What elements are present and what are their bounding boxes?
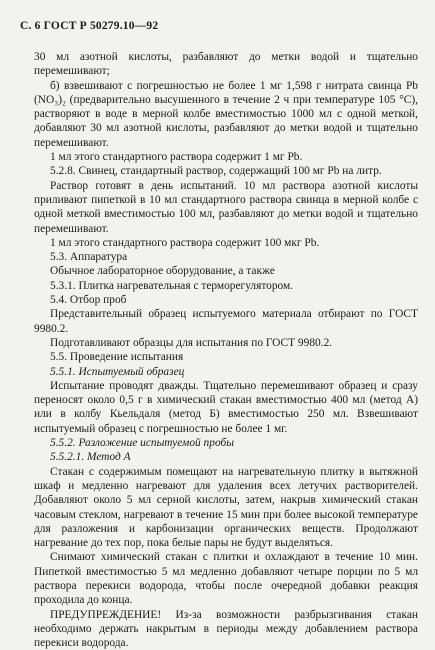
paragraph: Обычное лабораторное оборудование, а также [50, 265, 275, 278]
subsection-heading: 5.5.2. Разложение испытуемой пробы [50, 437, 234, 450]
warning-paragraph: ПРЕДУПРЕЖДЕНИЕ! Из-за возможности разбрызгивания стакан необходимо держать накрытым в периоды между добавлением раствора перекиси водорода. [34, 608, 418, 650]
subsection-heading: 5.5.1. Испытуемый образец [50, 365, 185, 378]
paragraph: Представительный образец испытуемого материала отбирают по ГОСТ 9980.2. [34, 308, 418, 335]
paragraph: Стакан с содержимым помещают на нагревательную плитку в вытяжной шкаф и медленно нагревают для удаления всех летучих растворителей. Добавляют около 5 мл серной кислоты, затем, накрыв химический стакан часовым стеклом, нагревают в течение 15 мин при более высокой температуре для разложения и карбонизации органических веществ. Продолжают нагревание до тех пор, пока белые пары не будут выделяться. [34, 465, 418, 550]
section-heading: 5.5. Проведение испытания [50, 351, 184, 364]
paragraph: Испытание проводят дважды. Тщательно перемешивают образец и сразу переносят около 0,5 г в химический стакан вместимостью 400 мл (метод А) или в колбу Кьельдаля (метод Б) вместимостью 250 мл. Взвешивают испытуемый образец с погрешностью не более 1 мг. [34, 379, 418, 435]
paragraph: 5.3.1. Плитка нагревательная с терморегулятором. [50, 279, 294, 292]
paragraph: б) взвешивают с погрешностью не более 1 мг 1,598 г нитрата свинца Pb (NO₃)₂ (предварительно высушенного в течение 2 ч при температуре 105 °С), растворяют в воде в мерной колбе вместимостью 1000 мл с одной меткой, добавляют 30 мл азотной кислоты, разбавляют до метки водой и тщательно перемешивают. [34, 79, 418, 149]
paragraph: 1 мл этого стандартного раствора содержит 100 мкг Pb. [50, 236, 320, 249]
section-heading: 5.2.8. Свинец, стандартный раствор, содержащий 100 мг Pb на литр. [50, 165, 382, 178]
paragraph: 30 мл азотной кислоты, разбавляют до метки водой и тщательно перемешивают; [34, 51, 418, 78]
method-heading: 5.5.2.1. Метод А [50, 451, 131, 464]
paragraph: 1 мл этого стандартного раствора содержит 1 мг Pb. [50, 151, 303, 164]
section-heading: 5.4. Отбор проб [50, 294, 127, 307]
paragraph: Раствор готовят в день испытаний. 10 мл раствора азотной кислоты приливают пипеткой в 10 мл стандартного раствора свинца в мерной колбе с одной меткой вместимостью 100 мл, разбавляют до метки водой и тщательно перемешивают. [34, 179, 418, 235]
paragraph: Снимают химический стакан с плитки и охлаждают в течение 10 мин. Пипеткой вместимостью 5 мл медленно добавляют четыре порции по 5 мл раствора перекиси водорода, чтобы после очередной добавки реакция проходила до конца. [34, 551, 418, 607]
paragraph: Подготавливают образцы для испытания по ГОСТ 9980.2. [50, 336, 333, 349]
page-header: С. 6 ГОСТ Р 50279.10—92 [20, 20, 159, 32]
section-heading: 5.3. Аппаратура [50, 251, 128, 264]
document-body [34, 50, 418, 650]
